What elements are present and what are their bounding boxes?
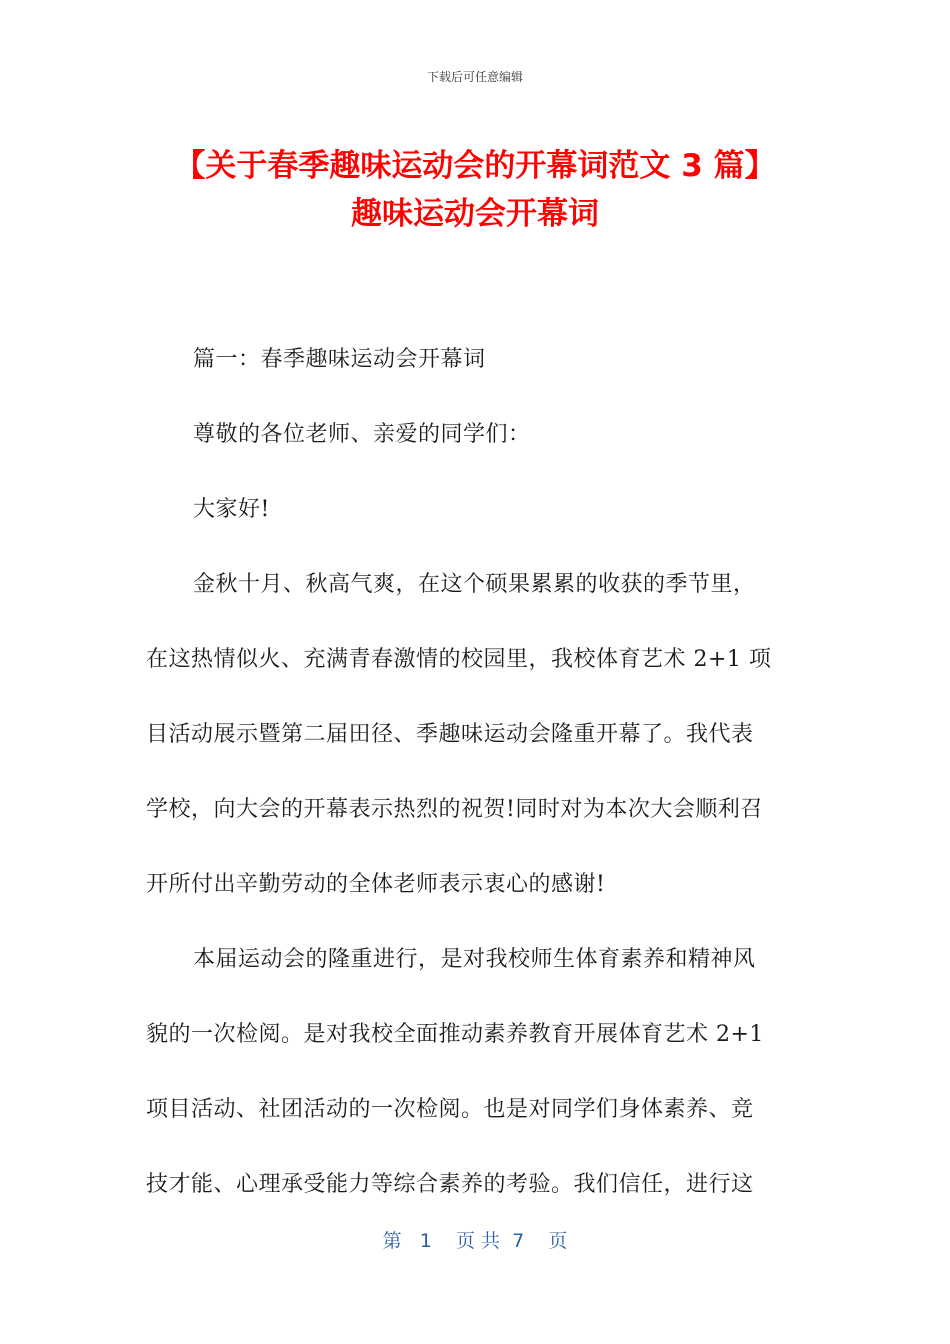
body-line: 貌的一次检阅。是对我校全面推动素养教育开展体育艺术 2+1 [146, 1022, 764, 1047]
body-line: 学校，向大会的开幕表示热烈的祝贺!同时对为本次大会顺利召 [146, 797, 763, 822]
body-line: 大家好! [193, 497, 270, 522]
body-text [146, 322, 806, 1222]
body-line: 技才能、心理承受能力等综合素养的考验。我们信任，进行这 [146, 1172, 754, 1197]
body-line: 项目活动、社团活动的一次检阅。也是对同学们身体素养、竞 [146, 1097, 754, 1122]
page-footer: 第 1 页 共 7 页 [382, 1230, 568, 1252]
document-title [0, 142, 950, 238]
body-line: 金秋十月、秋高气爽，在这个硕果累累的收获的季节里， [193, 572, 756, 597]
title-line-1: 【关于春季趣味运动会的开幕词范文 3 篇】 [174, 148, 776, 184]
header-note: 下载后可任意编辑 [426, 70, 523, 84]
body-line: 篇一：春季趣味运动会开幕词 [193, 347, 486, 372]
body-line: 目活动展示暨第二届田径、季趣味运动会隆重开幕了。我代表 [146, 722, 754, 747]
body-line: 本届运动会的隆重进行，是对我校师生体育素养和精神风 [193, 947, 756, 972]
title-line-2: 趣味运动会开幕词 [351, 196, 599, 232]
body-line: 开所付出辛勤劳动的全体老师表示衷心的感谢! [146, 872, 606, 897]
body-line: 尊敬的各位老师、亲爱的同学们： [193, 422, 531, 447]
body-line: 在这热情似火、充满青春激情的校园里，我校体育艺术 2+1 项 [146, 647, 772, 672]
